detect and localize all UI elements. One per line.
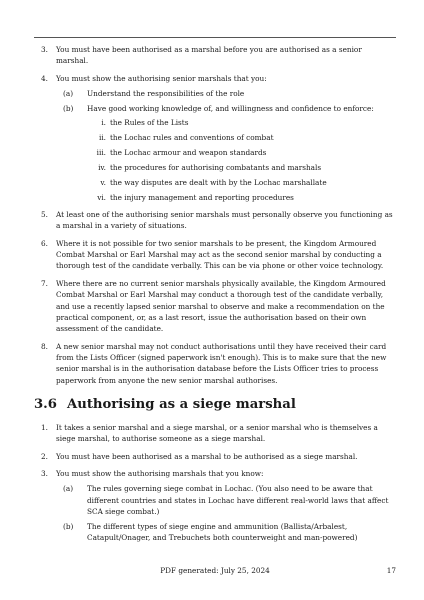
item-number: iii. bbox=[96, 147, 106, 157]
item-number: vi. bbox=[97, 192, 106, 202]
item-number: (b) bbox=[63, 103, 74, 113]
section-number: 3.6 bbox=[34, 396, 57, 412]
list-item bbox=[34, 278, 396, 334]
list-item bbox=[34, 451, 396, 462]
nested-list bbox=[87, 117, 396, 203]
list-item bbox=[34, 73, 396, 203]
siege-marshal-requirements-list bbox=[34, 422, 396, 544]
item-number: 3. bbox=[41, 45, 48, 54]
item-number: (b) bbox=[63, 521, 74, 531]
item-number: 6. bbox=[41, 238, 48, 248]
item-text: The different types of siege engine and ammunition (Ballista/Arbalest, Catapult/Onager, and Trebuchets both counterweight and man-powered) bbox=[87, 521, 358, 543]
item-number: v. bbox=[100, 177, 106, 187]
nested-list bbox=[56, 88, 396, 203]
list-item bbox=[34, 238, 396, 272]
item-text: You must show the authorising marshals that you know: bbox=[56, 469, 264, 479]
item-text: the Lochac rules and conventions of combat bbox=[110, 133, 274, 143]
sub-sub-list-item bbox=[87, 192, 396, 203]
item-text: the Rules of the Lists bbox=[110, 118, 189, 128]
header-rule bbox=[34, 37, 396, 38]
item-number: 2. bbox=[41, 451, 48, 461]
item-text: The rules governing siege combat in Lochac. (You also need to be aware that different countries and states in Lochac have different real-world laws that affect SCA siege combat.) bbox=[87, 484, 389, 516]
sub-sub-list-item bbox=[87, 162, 396, 173]
section-title: Authorising as a siege marshal bbox=[67, 396, 296, 412]
item-number: 5. bbox=[41, 210, 48, 220]
sub-sub-list-item bbox=[87, 177, 396, 188]
sub-sub-list-item bbox=[87, 117, 396, 128]
item-number: iv. bbox=[98, 162, 106, 172]
sub-list-item bbox=[56, 521, 396, 544]
item-text: Have good working knowledge of, and willingness and confidence to enforce: bbox=[87, 103, 374, 113]
list-item bbox=[34, 422, 396, 445]
item-text: It takes a senior marshal and a siege marshal, or a senior marshal who is themselves a siege marshal, to authorise someone as a siege marshal. bbox=[56, 422, 378, 444]
list-item bbox=[34, 468, 396, 543]
item-text: the procedures for authorising combatants and marshals bbox=[110, 162, 322, 172]
sub-list-item bbox=[56, 483, 396, 517]
page-number: 17 bbox=[386, 566, 396, 575]
item-text: Understand the responsibilities of the role bbox=[87, 89, 245, 99]
pdf-generated-date: PDF generated: July 25, 2024 bbox=[160, 566, 270, 575]
item-text: the way disputes are dealt with by the Lochac marshallate bbox=[110, 177, 327, 187]
page-body bbox=[34, 44, 396, 550]
item-text: the Lochac armour and weapon standards bbox=[110, 147, 267, 157]
authorisation-requirements-list bbox=[34, 44, 396, 386]
sub-list-item bbox=[56, 88, 396, 99]
item-number: 7. bbox=[41, 278, 48, 288]
sub-list-item bbox=[56, 103, 396, 203]
item-text: You must have been authorised as a marshal before you are authorised as a senior marshal. bbox=[56, 45, 362, 66]
item-number: i. bbox=[101, 118, 106, 128]
item-text: At least one of the authorising senior marshals must personally observe you functioning as a marshal in a variety of situations. bbox=[56, 210, 393, 231]
item-text: Where it is not possible for two senior marshals to be present, the Kingdom Armoured Combat Marshal or Earl Marshal may act as the second senior marshal by conducting a thorough test of the candidate verbally. This can be via phone or other voice technology. bbox=[56, 238, 384, 271]
list-item bbox=[34, 341, 396, 386]
item-text: You must have been authorised as a marshal to be authorised as a siege marshal. bbox=[56, 451, 358, 461]
item-number: 8. bbox=[41, 341, 48, 351]
item-text: You must show the authorising senior marshals that you: bbox=[56, 73, 267, 83]
item-number: 4. bbox=[41, 73, 48, 83]
item-number: (a) bbox=[63, 89, 74, 99]
item-text: the injury management and reporting procedures bbox=[110, 192, 294, 202]
nested-list bbox=[56, 483, 396, 543]
section-heading bbox=[34, 397, 396, 413]
sub-sub-list-item bbox=[87, 147, 396, 158]
list-item bbox=[34, 44, 396, 67]
item-number: 3. bbox=[41, 469, 48, 479]
item-number: ii. bbox=[99, 133, 106, 143]
item-text: A new senior marshal may not conduct authorisations until they have received their card from the Lists Officer (signed paperwork isn't enough). This is to make sure that the new senior marshal is in the authorisation database before the Lists Officer tries to process paperwork from anyone the new senior marshal authorises. bbox=[56, 341, 387, 385]
item-number: 1. bbox=[41, 422, 48, 432]
list-item bbox=[34, 209, 396, 232]
sub-sub-list-item bbox=[87, 132, 396, 143]
item-number: (a) bbox=[63, 484, 74, 494]
item-text: Where there are no current senior marshals physically available, the Kingdom Armoured Combat Marshal or Earl Marshal may conduct a thorough test of the candidate verbally, and use a recently lapsed senior marshal to observe and make a recommendation on the practical component, or, as a last resort, issue the authorisation based on their own assessment of the candidate. bbox=[56, 278, 386, 334]
